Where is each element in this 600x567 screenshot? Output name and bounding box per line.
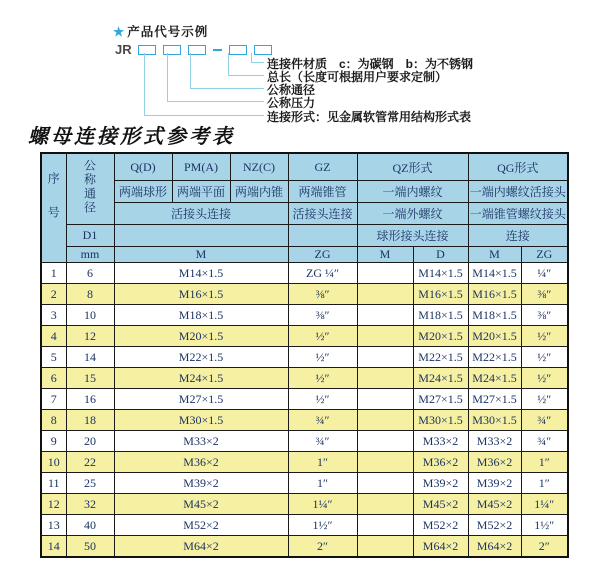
cell-seq: 7 <box>41 389 66 410</box>
cell-m: M27×1.5 <box>114 389 288 410</box>
cell-qg-zg: 2″ <box>521 536 568 558</box>
header-col-qz: QZ形式 <box>357 153 468 181</box>
table-row <box>41 536 568 558</box>
header-m-label: M <box>114 247 288 263</box>
header-qg-zg-label: ZG <box>521 247 568 263</box>
cell-qz-d: M52×2 <box>413 515 468 536</box>
table-row <box>41 284 568 305</box>
table-row <box>41 473 568 494</box>
cell-m: M64×2 <box>114 536 288 558</box>
cell-m: M30×1.5 <box>114 410 288 431</box>
cell-dn: 8 <box>66 284 114 305</box>
header-nz-desc: 两端内锥 <box>230 181 288 203</box>
diagram-label-material: 连接件材质 c：为碳钢 b：为不锈钢 <box>267 57 474 71</box>
cell-qg-zg: ½″ <box>521 368 568 389</box>
cell-dn: 25 <box>66 473 114 494</box>
cell-dn: 6 <box>66 263 114 284</box>
cell-qz-d: M18×1.5 <box>413 305 468 326</box>
cell-qg-zg: ½″ <box>521 389 568 410</box>
cell-qg-zg: 1½″ <box>521 515 568 536</box>
cell-qg-m: M14×1.5 <box>468 263 521 284</box>
cell-dn: 14 <box>66 347 114 368</box>
cell-qg-zg: 1¼″ <box>521 494 568 515</box>
header-col-nz: NZ(C) <box>230 153 288 181</box>
product-code-diagram <box>0 0 600 125</box>
table-row <box>41 305 568 326</box>
cell-qg-m: M45×2 <box>468 494 521 515</box>
table-row <box>41 431 568 452</box>
cell-qg-zg: ½″ <box>521 347 568 368</box>
cell-qz-m <box>357 389 413 410</box>
table-body <box>41 263 568 558</box>
cell-qg-m: M24×1.5 <box>468 368 521 389</box>
cell-zg: ⅜″ <box>288 305 357 326</box>
header-qg-desc1: 一端内螺纹活接头 <box>468 181 568 203</box>
header-qz-desc1: 一端内螺纹 <box>357 181 468 203</box>
cell-zg: ½″ <box>288 347 357 368</box>
cell-dn: 16 <box>66 389 114 410</box>
page-title: 螺母连接形式参考表 <box>28 126 235 148</box>
cell-m: M14×1.5 <box>114 263 288 284</box>
cell-zg: ½″ <box>288 389 357 410</box>
header-qg-m-label: M <box>468 247 521 263</box>
header-qg-desc2: 一端锥管螺纹接头 <box>468 203 568 225</box>
cell-m: M33×2 <box>114 431 288 452</box>
cell-qz-m <box>357 284 413 305</box>
code-dash <box>213 49 222 51</box>
diagram-heading <box>113 22 208 40</box>
cell-qg-zg: ⅜″ <box>521 305 568 326</box>
cell-qz-d: M39×2 <box>413 473 468 494</box>
cell-seq: 8 <box>41 410 66 431</box>
header-col-gz: GZ <box>288 153 357 181</box>
cell-m: M24×1.5 <box>114 368 288 389</box>
header-col-q: Q(D) <box>114 153 172 181</box>
diagram-label-length: 总长（长度可根据用户要求定制） <box>267 70 448 84</box>
header-col-pm: PM(A) <box>172 153 230 181</box>
cell-qz-m <box>357 515 413 536</box>
cell-dn: 50 <box>66 536 114 558</box>
cell-zg: ZG ¼″ <box>288 263 357 284</box>
cell-qz-m <box>357 410 413 431</box>
cell-qg-m: M30×1.5 <box>468 410 521 431</box>
star-icon: ★ <box>113 25 126 39</box>
nut-connection-reference-table <box>40 152 569 558</box>
cell-zg: ½″ <box>288 326 357 347</box>
cell-qz-m <box>357 452 413 473</box>
cell-qg-m: M33×2 <box>468 431 521 452</box>
cell-qz-m <box>357 263 413 284</box>
cell-dn: 40 <box>66 515 114 536</box>
header-row-2 <box>41 181 568 203</box>
table-row <box>41 389 568 410</box>
cell-qg-zg: ¾″ <box>521 431 568 452</box>
diagram-label-diameter: 公称通径 <box>267 83 316 97</box>
cell-zg: 1¼″ <box>288 494 357 515</box>
cell-qz-d: M14×1.5 <box>413 263 468 284</box>
cell-m: M16×1.5 <box>114 284 288 305</box>
cell-qz-d: M45×2 <box>413 494 468 515</box>
cell-qz-d: M24×1.5 <box>413 368 468 389</box>
cell-dn: 15 <box>66 368 114 389</box>
cell-zg: ½″ <box>288 368 357 389</box>
cell-m: M36×2 <box>114 452 288 473</box>
cell-seq: 12 <box>41 494 66 515</box>
header-qz-conn: 球形接头连接 <box>357 225 468 247</box>
cell-qg-zg: ¾″ <box>521 410 568 431</box>
header-row-5 <box>41 247 568 263</box>
cell-m: M22×1.5 <box>114 347 288 368</box>
header-gz-conn: 活接头连接 <box>288 203 357 225</box>
cell-seq: 2 <box>41 284 66 305</box>
header-union-conn: 活接头连接 <box>114 203 288 225</box>
cell-qg-zg: ⅜″ <box>521 284 568 305</box>
cell-zg: 1½″ <box>288 515 357 536</box>
cell-m: M52×2 <box>114 515 288 536</box>
table-row <box>41 410 568 431</box>
header-row-1 <box>41 153 568 181</box>
header-dn-label: 公称通径 <box>82 159 97 215</box>
cell-qg-m: M64×2 <box>468 536 521 558</box>
cell-dn: 12 <box>66 326 114 347</box>
cell-qz-d: M16×1.5 <box>413 284 468 305</box>
cell-qz-m <box>357 431 413 452</box>
cell-seq: 5 <box>41 347 66 368</box>
cell-qg-m: M16×1.5 <box>468 284 521 305</box>
header-gz-desc: 两端锥管 <box>288 181 357 203</box>
header-col-qg: QG形式 <box>468 153 568 181</box>
cell-qg-m: M36×2 <box>468 452 521 473</box>
cell-dn: 18 <box>66 410 114 431</box>
header-qz-m-label: M <box>357 247 413 263</box>
cell-qg-zg: 1″ <box>521 473 568 494</box>
cell-qz-d: M22×1.5 <box>413 347 468 368</box>
header-row-3 <box>41 203 568 225</box>
header-dn <box>66 153 114 225</box>
cell-qz-d: M20×1.5 <box>413 326 468 347</box>
cell-dn: 10 <box>66 305 114 326</box>
cell-zg: ¾″ <box>288 410 357 431</box>
cell-qg-m: M27×1.5 <box>468 389 521 410</box>
cell-qz-m <box>357 473 413 494</box>
cell-qg-zg: ½″ <box>521 326 568 347</box>
cell-qz-d: M27×1.5 <box>413 389 468 410</box>
table-header <box>41 153 568 263</box>
cell-dn: 22 <box>66 452 114 473</box>
cell-seq: 11 <box>41 473 66 494</box>
header-zg-label: ZG <box>288 247 357 263</box>
cell-zg: 1″ <box>288 452 357 473</box>
connector-line-5 <box>251 53 264 63</box>
header-qg-conn: 连接 <box>468 225 568 247</box>
cell-qz-d: M30×1.5 <box>413 410 468 431</box>
cell-seq: 3 <box>41 305 66 326</box>
diagram-heading-text: 产品代号示例 <box>127 25 209 39</box>
cell-qz-m <box>357 536 413 558</box>
code-prefix: JR <box>115 42 132 57</box>
cell-seq: 6 <box>41 368 66 389</box>
cell-qg-m: M20×1.5 <box>468 326 521 347</box>
cell-qg-zg: ¼″ <box>521 263 568 284</box>
table-row <box>41 494 568 515</box>
header-seq <box>41 153 66 263</box>
cell-qz-d: M64×2 <box>413 536 468 558</box>
header-empty-1 <box>114 225 288 247</box>
cell-zg: ⅜″ <box>288 284 357 305</box>
cell-qz-d: M36×2 <box>413 452 468 473</box>
header-seq-label: 序号 <box>46 172 61 240</box>
cell-zg: 2″ <box>288 536 357 558</box>
cell-m: M20×1.5 <box>114 326 288 347</box>
table-row <box>41 326 568 347</box>
cell-seq: 14 <box>41 536 66 558</box>
header-d1: D1 <box>66 225 114 247</box>
cell-qg-m: M39×2 <box>468 473 521 494</box>
cell-m: M45×2 <box>114 494 288 515</box>
table-row <box>41 263 568 284</box>
cell-qg-m: M52×2 <box>468 515 521 536</box>
cell-dn: 32 <box>66 494 114 515</box>
cell-qz-m <box>357 494 413 515</box>
diagram-label-connection: 连接形式：见金属软管常用结构形式表 <box>267 110 472 124</box>
header-pm-desc: 两端平面 <box>172 181 230 203</box>
cell-seq: 13 <box>41 515 66 536</box>
header-empty-2 <box>288 225 357 247</box>
cell-qg-m: M22×1.5 <box>468 347 521 368</box>
cell-qz-m <box>357 326 413 347</box>
cell-seq: 4 <box>41 326 66 347</box>
header-row-4 <box>41 225 568 247</box>
cell-qg-m: M18×1.5 <box>468 305 521 326</box>
cell-seq: 10 <box>41 452 66 473</box>
cell-m: M18×1.5 <box>114 305 288 326</box>
cell-qz-m <box>357 305 413 326</box>
header-q-desc: 两端球形 <box>114 181 172 203</box>
diagram-label-pressure: 公称压力 <box>267 96 316 110</box>
cell-qz-m <box>357 368 413 389</box>
table-row <box>41 515 568 536</box>
cell-zg: 1″ <box>288 473 357 494</box>
cell-qg-zg: 1″ <box>521 452 568 473</box>
header-mm: mm <box>66 247 114 263</box>
cell-zg: ¾″ <box>288 431 357 452</box>
table-row <box>41 368 568 389</box>
cell-qz-d: M33×2 <box>413 431 468 452</box>
cell-seq: 9 <box>41 431 66 452</box>
cell-qz-m <box>357 347 413 368</box>
cell-seq: 1 <box>41 263 66 284</box>
table-row <box>41 347 568 368</box>
header-qz-desc2: 一端外螺纹 <box>357 203 468 225</box>
header-qz-d-label: D <box>413 247 468 263</box>
cell-m: M39×2 <box>114 473 288 494</box>
cell-dn: 20 <box>66 431 114 452</box>
table-row <box>41 452 568 473</box>
